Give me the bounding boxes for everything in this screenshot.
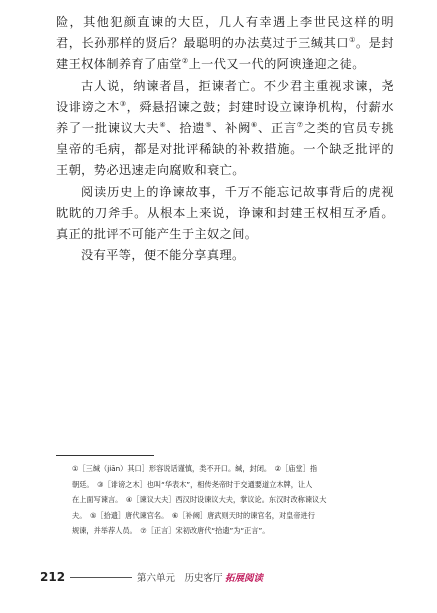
section-title: 拓展阅读 bbox=[225, 573, 264, 584]
paragraph-text: 之类的官员专挑皇帝的毛病，都是对批评稀缺的补救措施。一个缺乏批评的王朝，势必迅速走向腐败和衰亡。 bbox=[56, 121, 394, 178]
paragraph-text: 、正言 bbox=[258, 121, 297, 136]
paragraph-text: 没有平等，便不能分享真理。 bbox=[81, 248, 245, 263]
footnote-line: ①［三缄（jiān）其口］形容说话谨慎，类不开口。缄，封闭。 ②［庙堂］指 bbox=[72, 464, 318, 473]
paragraph-text: 古人说，纳谏者昌，拒谏者亡。不少君主重视求谏，尧设诽谤之木 bbox=[56, 78, 394, 114]
paragraph-text: 险，其他犯颜直谏的大臣，几人有幸遇上李世民这样的明君，长孙那样的贤后？最聪明的办法莫过于三缄其口 bbox=[56, 15, 394, 51]
paragraph-text: 、补阙 bbox=[212, 121, 251, 136]
page-footer bbox=[0, 566, 437, 590]
footnote-line: 夫。 ⑤［拾遗］唐代谏官名。 ⑥［补阙］唐武则天时的谏官名，对皇帝进行 bbox=[72, 510, 315, 520]
footnote-marker: ⑥ bbox=[251, 120, 259, 129]
main-text bbox=[56, 12, 394, 266]
footnotes bbox=[72, 461, 394, 539]
footnote-marker: ④ bbox=[159, 120, 167, 129]
paragraph-text: 、拾遗 bbox=[166, 121, 206, 136]
unit-label: 第六单元 历史客厅 bbox=[137, 573, 223, 584]
footnote-marker: ⑤ bbox=[205, 120, 213, 129]
paragraph bbox=[56, 76, 394, 182]
paragraph-text: 阅读历史上的诤谏故事，千万不能忘记故事背后的虎视眈眈的刀斧手。从根本上来说，诤谏和封建王权相互矛盾。真正的批评不可能产生于主奴之间。 bbox=[56, 184, 394, 242]
footer-divider bbox=[70, 577, 132, 578]
footnote-marker: ① bbox=[349, 36, 356, 45]
paragraph bbox=[56, 182, 394, 246]
paragraph-text: 上一代又一代的阿谀逢迎之徒。 bbox=[188, 57, 365, 72]
paragraph bbox=[56, 12, 394, 76]
footnote-line: 朝廷。 ③［诽谤之木］也叫“华表木”，相传尧帝时于交通要道立木牌，让人 bbox=[72, 479, 313, 489]
paragraph-text: ，舜悬招谏之鼓；封建时设立谏诤机构，付薪水养了一批谏议大夫 bbox=[56, 99, 395, 136]
footnote-line: 在上面写谏言。 ④［谏议大夫］西汉时设谏议大夫，掌议论。东汉时改称谏议大 bbox=[72, 495, 327, 504]
footnote-marker: ③ bbox=[119, 99, 127, 108]
footnote-marker: ⑦ bbox=[296, 120, 304, 129]
footnote-line: 规谏，并举荐人员。 ⑦［正言］宋初改唐代“拾遗”为“正言”。 bbox=[72, 526, 270, 535]
footnote-marker: ② bbox=[181, 57, 189, 66]
paragraph bbox=[56, 245, 394, 266]
paragraph-text: 。是封建王权体制养育了庙堂 bbox=[56, 36, 394, 72]
footnote-divider bbox=[56, 455, 154, 456]
page-number: 212 bbox=[40, 570, 66, 584]
